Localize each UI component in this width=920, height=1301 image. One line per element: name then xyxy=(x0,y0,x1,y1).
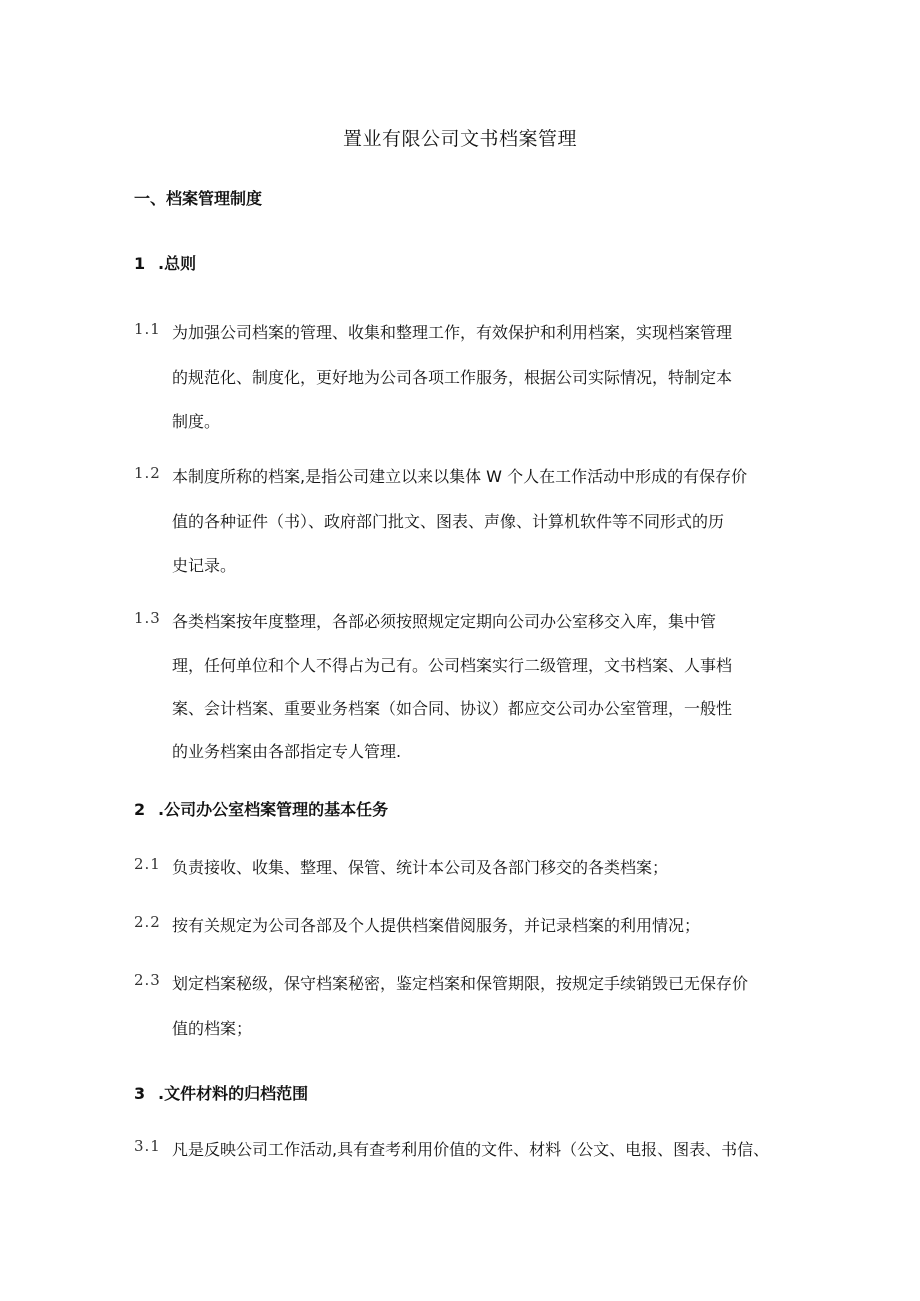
clause-line: 划定档案秘级，保守档案秘密，鉴定档案和保管期限，按规定手续销毁已无保存价 xyxy=(172,974,749,993)
part-label: .公司办公室档案管理的基本任务 xyxy=(158,800,389,819)
clause-line: 按有关规定为公司各部及个人提供档案借阅服务，并记录档案的利用情况； xyxy=(172,916,701,935)
part-heading-3 xyxy=(134,1081,308,1104)
section-heading: 一、档案管理制度 xyxy=(134,189,263,208)
clause-line: 的规范化、制度化，更好地为公司各项工作服务，根据公司实际情况，特制定本 xyxy=(172,368,733,387)
part-heading-1 xyxy=(134,251,196,274)
clause-number: 1.3 xyxy=(134,609,161,627)
clause-line: 的业务档案由各部指定专人管理. xyxy=(172,742,402,761)
clause-line: 制度。 xyxy=(172,412,221,431)
clause-number: 2.1 xyxy=(134,855,161,873)
part-label: .文件材料的归档范围 xyxy=(158,1084,309,1103)
part-heading-2 xyxy=(134,797,388,820)
clause-line: 值的档案； xyxy=(172,1019,253,1038)
clause-line: 本制度所称的档案,是指公司建立以来以集体 W 个人在工作活动中形成的有保存价 xyxy=(172,467,748,486)
clause-number: 1.1 xyxy=(134,320,161,338)
clause-number: 3.1 xyxy=(134,1137,161,1155)
part-number: 2 xyxy=(134,800,146,819)
clause-line: 理，任何单位和个人不得占为己有。公司档案实行二级管理，文书档案、人事档 xyxy=(172,656,733,675)
part-number: 1 xyxy=(134,254,146,273)
clause-line: 值的各种证件（书）、政府部门批文、图表、声像、计算机软件等不同形式的历 xyxy=(172,512,725,531)
clause-line: 负责接收、收集、整理、保管、统计本公司及各部门移交的各类档案； xyxy=(172,858,669,877)
clause-line: 史记录。 xyxy=(172,556,237,575)
document-title: 置业有限公司文书档案管理 xyxy=(342,128,577,150)
clause-line: 为加强公司档案的管理、收集和整理工作，有效保护和利用档案，实现档案管理 xyxy=(172,323,733,342)
clause-number: 2.3 xyxy=(134,971,161,989)
clause-number: 2.2 xyxy=(134,913,161,931)
part-number: 3 xyxy=(134,1084,146,1103)
clause-number: 1.2 xyxy=(134,464,161,482)
part-label: .总则 xyxy=(158,254,197,273)
clause-line: 凡是反映公司工作活动,具有查考利用价值的文件、材料（公文、电报、图表、书信、 xyxy=(172,1140,770,1159)
clause-line: 案、会计档案、重要业务档案（如合同、协议）都应交公司办公室管理，一般性 xyxy=(172,699,733,718)
clause-line: 各类档案按年度整理，各部必须按照规定定期向公司办公室移交入库，集中管 xyxy=(172,612,717,631)
